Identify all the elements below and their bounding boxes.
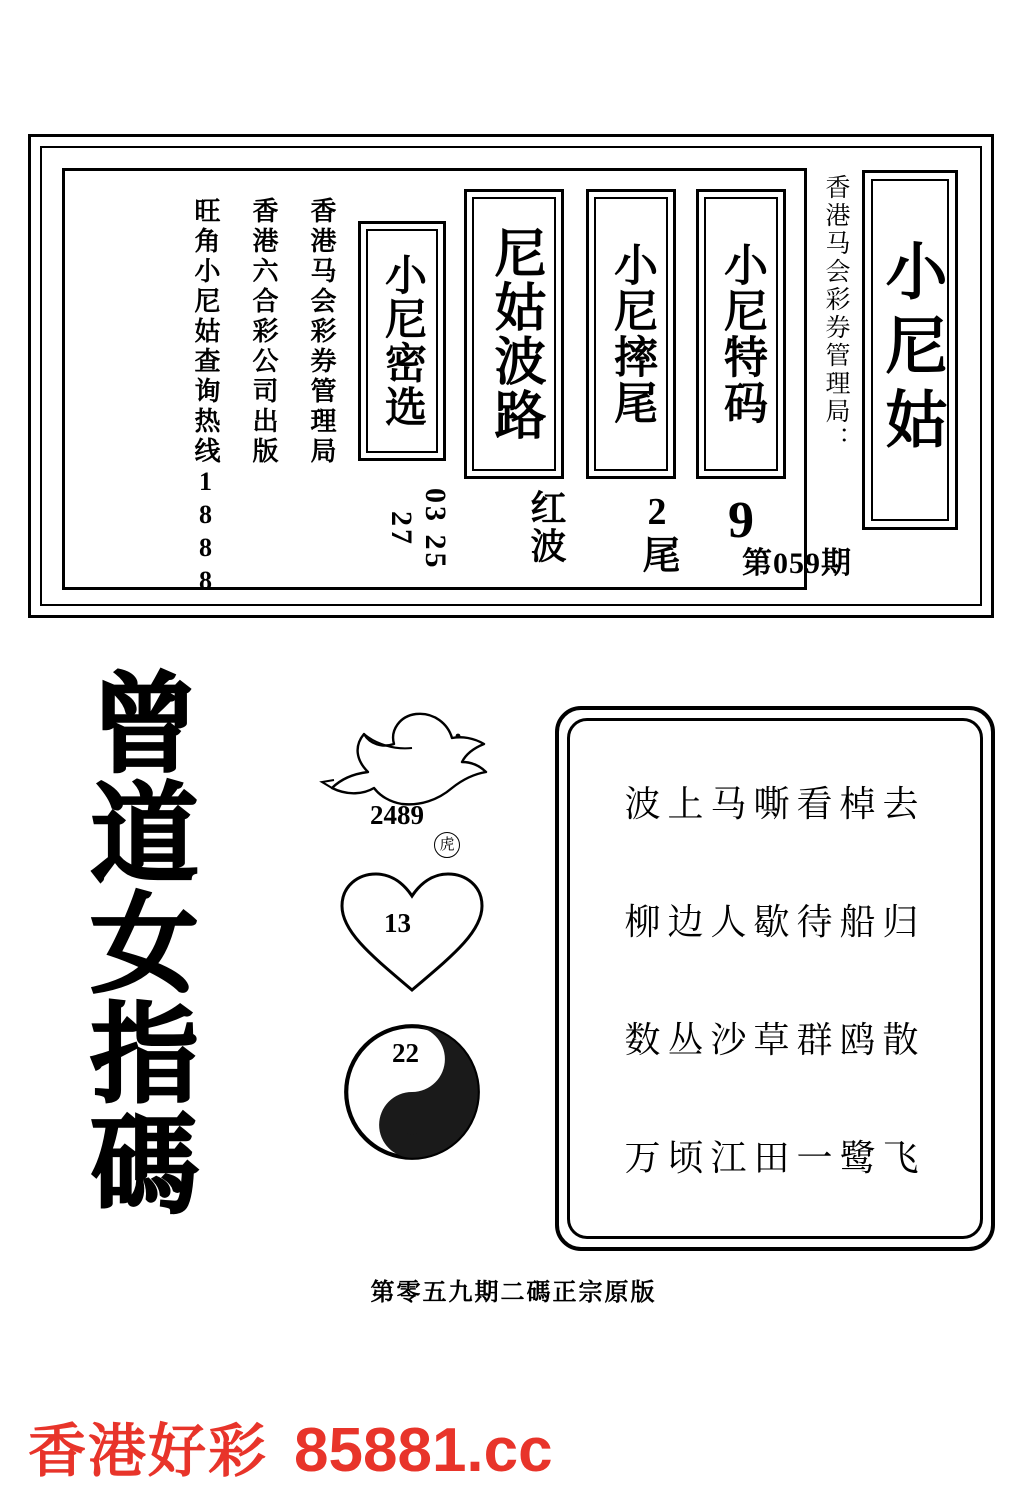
footer-watermark <box>28 1404 553 1488</box>
icon-stack <box>312 700 512 1120</box>
publication-title-box-inner <box>871 179 949 521</box>
poem-line-4: 万顷江田一鹭飞 <box>624 1137 926 1178</box>
page-title: 小尼姑 <box>876 239 944 461</box>
column-box-te-ma <box>696 189 786 479</box>
poem-box <box>555 706 995 1251</box>
poem-line-1: 波上马嘶看棹去 <box>624 784 926 825</box>
issue-number: 第059期 <box>742 547 852 580</box>
side-label-1: 香港马会彩券管理局 <box>307 197 336 467</box>
column-label-bo-lu: 尼姑波路 <box>486 226 543 442</box>
organization-label: 香港马会彩券管理局： <box>822 174 849 454</box>
column-box-mi-xuan <box>358 221 446 461</box>
column-box-te-ma-inner <box>704 197 778 471</box>
dove-icon-number: 2489 <box>370 800 424 830</box>
side-label-2: 香港六合彩公司出版 <box>249 197 278 467</box>
heart-icon <box>332 868 492 998</box>
lottery-header-card <box>28 134 994 618</box>
edition-caption: 第零五九期二碼正宗原版 <box>370 1280 657 1306</box>
magazine-title-char-5: 碼 <box>90 1107 199 1227</box>
column-label-shuai-wei: 小尼摔尾 <box>607 242 656 426</box>
column-label-te-ma: 小尼特码 <box>717 242 766 426</box>
column-box-shuai-wei <box>586 189 676 479</box>
magazine-title <box>62 667 227 1227</box>
column-box-bo-lu-inner <box>472 197 556 471</box>
column-value-shuai-wei: 2尾 <box>636 491 678 575</box>
column-value-bo-lu: 红波 <box>526 489 566 565</box>
magazine-title-char-1: 曾 <box>90 667 199 786</box>
magazine-title-char-4: 指 <box>90 997 199 1117</box>
magazine-title-char-2: 道 <box>90 777 199 897</box>
footer-brand: 香港好彩 <box>28 1419 269 1484</box>
column-value-te-ma: 9 <box>728 492 754 549</box>
magazine-title-char-3: 女 <box>90 887 199 1007</box>
heart-icon-number: 13 <box>384 908 411 938</box>
dove-icon-zodiac: 虎 <box>434 832 460 858</box>
side-label-3: 旺角小尼姑查询热线1888 <box>191 197 220 599</box>
publication-title-box <box>862 170 958 530</box>
column-label-mi-xuan: 小尼密选 <box>379 253 425 429</box>
column-value-mi-xuan: 03 25 27 <box>385 487 452 571</box>
column-box-bo-lu <box>464 189 564 479</box>
poem-line-2: 柳边人歇待船归 <box>624 902 926 943</box>
footer-url[interactable]: 85881.cc <box>294 1416 553 1485</box>
column-box-shuai-wei-inner <box>594 197 668 471</box>
poem-box-inner <box>567 718 983 1239</box>
column-box-mi-xuan-inner <box>366 229 438 453</box>
columns-frame <box>62 168 807 599</box>
poem-line-3: 数丛沙草群鸥散 <box>624 1019 926 1060</box>
lottery-header-card-inner-border <box>40 146 982 606</box>
yinyang-icon-number: 22 <box>392 1038 419 1068</box>
